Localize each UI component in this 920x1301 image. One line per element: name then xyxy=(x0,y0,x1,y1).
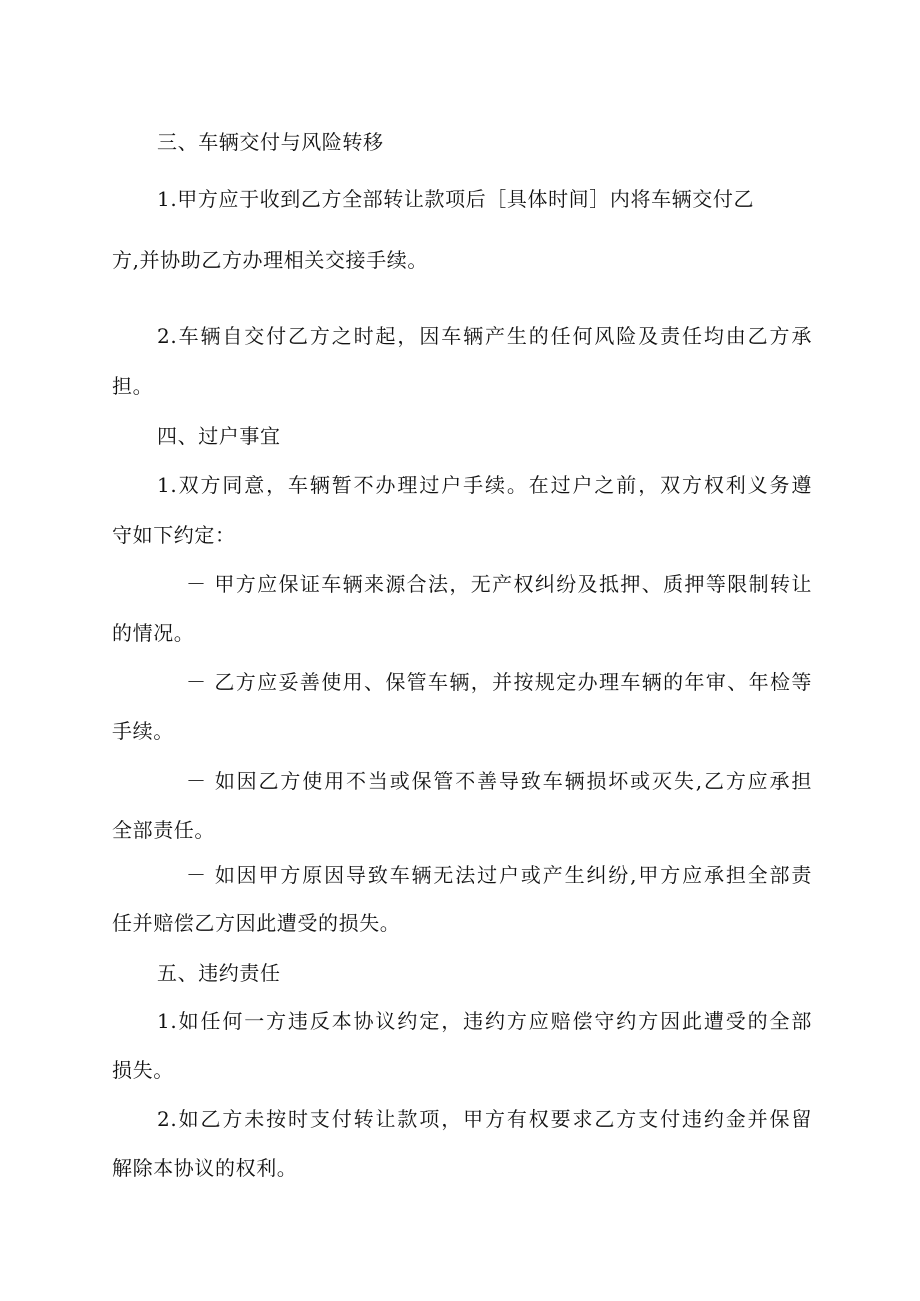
paragraph-line: 方,并协助乙方办理相关交接手续。 xyxy=(112,248,428,272)
list-item-line: 手续。 xyxy=(112,719,174,743)
paragraph-line: 1.如任何一方违反本协议约定，违约方应赔偿守约方因此遭受的全部 xyxy=(157,1009,812,1033)
list-item-line: 全部责任。 xyxy=(112,818,215,842)
paragraph-line: 1.甲方应于收到乙方全部转让款项后［具体时间］内将车辆交付乙 xyxy=(157,187,755,211)
paragraph-line: 1.双方同意，车辆暂不办理过户手续。在过户之前，双方权利义务遵 xyxy=(157,473,812,497)
list-item-line: － 如因乙方使用不当或保管不善导致车辆损坏或灭失,乙方应承担 xyxy=(186,769,812,793)
paragraph-line: 2.车辆自交付乙方之时起，因车辆产生的任何风险及责任均由乙方承 xyxy=(157,324,812,348)
section-heading-5: 五、违约责任 xyxy=(157,961,281,985)
list-item-line: － 乙方应妥善使用、保管车辆，并按规定办理车辆的年审、年检等 xyxy=(186,670,812,694)
paragraph-line: 守如下约定： xyxy=(112,523,236,547)
section-heading-4: 四、过户事宜 xyxy=(157,424,281,448)
section-heading-3: 三、车辆交付与风险转移 xyxy=(157,130,384,154)
paragraph-line: 担。 xyxy=(112,374,154,398)
paragraph-line: 解除本协议的权利。 xyxy=(112,1156,298,1180)
list-item-line: － 甲方应保证车辆来源合法，无产权纠纷及抵押、质押等限制转让 xyxy=(186,572,812,596)
list-item-line: 的情况。 xyxy=(112,621,195,645)
list-item-line: 任并赔偿乙方因此遭受的损失。 xyxy=(112,911,401,935)
list-item-line: － 如因甲方原因导致车辆无法过户或产生纠纷,甲方应承担全部责 xyxy=(186,863,812,887)
paragraph-line: 损失。 xyxy=(112,1058,174,1082)
paragraph-line: 2.如乙方未按时支付转让款项，甲方有权要求乙方支付违约金并保留 xyxy=(157,1107,812,1131)
